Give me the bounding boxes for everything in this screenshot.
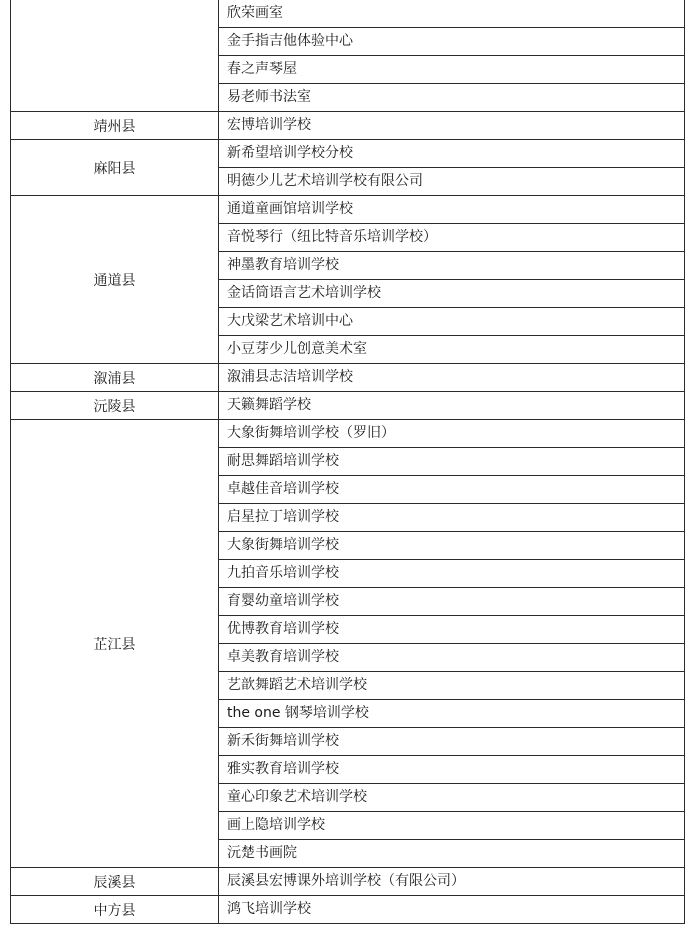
school-cell: 卓美教育培训学校 [219,644,684,672]
school-cell: 易老师书法室 [227,89,311,105]
county-group [10,364,685,392]
county-cell: 通道县 [11,196,219,363]
school-cell: 耐思舞蹈培训学校 [219,448,684,476]
school-cell: the one 钢琴培训学校 [219,700,684,728]
school-list [219,896,684,923]
school-cell: 卓越佳音培训学校 [219,476,684,504]
school-cell: 九拍音乐培训学校 [219,560,684,588]
school-cell: 宏博培训学校 [227,117,311,133]
school-list [219,420,684,867]
county-cell: 沅陵县 [11,392,219,419]
school-cell: 童心印象艺术培训学校 [219,784,684,812]
school-cell: 天籁舞蹈学校 [227,397,311,413]
school-cell: 大象街舞培训学校（罗旧） [219,420,684,448]
county-group [10,112,685,140]
school-list [219,0,684,111]
school-cell: 育婴幼童培训学校 [219,588,684,616]
county-group [10,868,685,896]
county-group [10,420,685,868]
county-group [10,196,685,364]
county-group [10,0,685,112]
school-list [219,196,684,363]
school-cell: 优博教育培训学校 [219,616,684,644]
school-cell: 辰溪县宏博课外培训学校（有限公司） [227,873,465,889]
school-cell: 小豆芽少儿创意美术室 [227,341,367,357]
county-cell: 靖州县 [11,112,219,139]
school-cell: 溆浦县志洁培训学校 [227,369,353,385]
school-cell: 春之声琴屋 [219,56,684,84]
school-cell: 大象街舞培训学校 [219,532,684,560]
county-cell: 辰溪县 [11,868,219,895]
county-group [10,896,685,924]
school-list [219,140,684,195]
school-list [219,112,684,139]
school-list [219,392,684,419]
county-group [10,392,685,420]
school-cell: 音悦琴行（纽比特音乐培训学校） [219,224,684,252]
county-cell: 中方县 [11,896,219,923]
school-cell: 鸿飞培训学校 [227,901,311,917]
school-table [10,0,685,924]
county-cell: 芷江县 [11,420,219,867]
county-cell: 麻阳县 [11,140,219,195]
school-cell: 画上隐培训学校 [219,812,684,840]
school-cell: 通道童画馆培训学校 [219,196,684,224]
county-cell: 溆浦县 [11,364,219,391]
school-cell: 艺歆舞蹈艺术培训学校 [219,672,684,700]
school-cell: 神墨教育培训学校 [219,252,684,280]
school-cell: 明德少儿艺术培训学校有限公司 [227,173,423,189]
county-cell [11,0,219,111]
school-cell: 欣荣画室 [219,0,684,28]
county-group [10,140,685,196]
school-cell: 大戊梁艺术培训中心 [219,308,684,336]
school-cell: 启星拉丁培训学校 [219,504,684,532]
school-cell: 新禾街舞培训学校 [219,728,684,756]
school-list [219,868,684,895]
school-list [219,364,684,391]
school-cell: 新希望培训学校分校 [219,140,684,168]
school-cell: 雅实教育培训学校 [219,756,684,784]
school-cell: 沅楚书画院 [227,845,297,861]
school-cell: 金手指吉他体验中心 [219,28,684,56]
school-cell: 金话筒语言艺术培训学校 [219,280,684,308]
